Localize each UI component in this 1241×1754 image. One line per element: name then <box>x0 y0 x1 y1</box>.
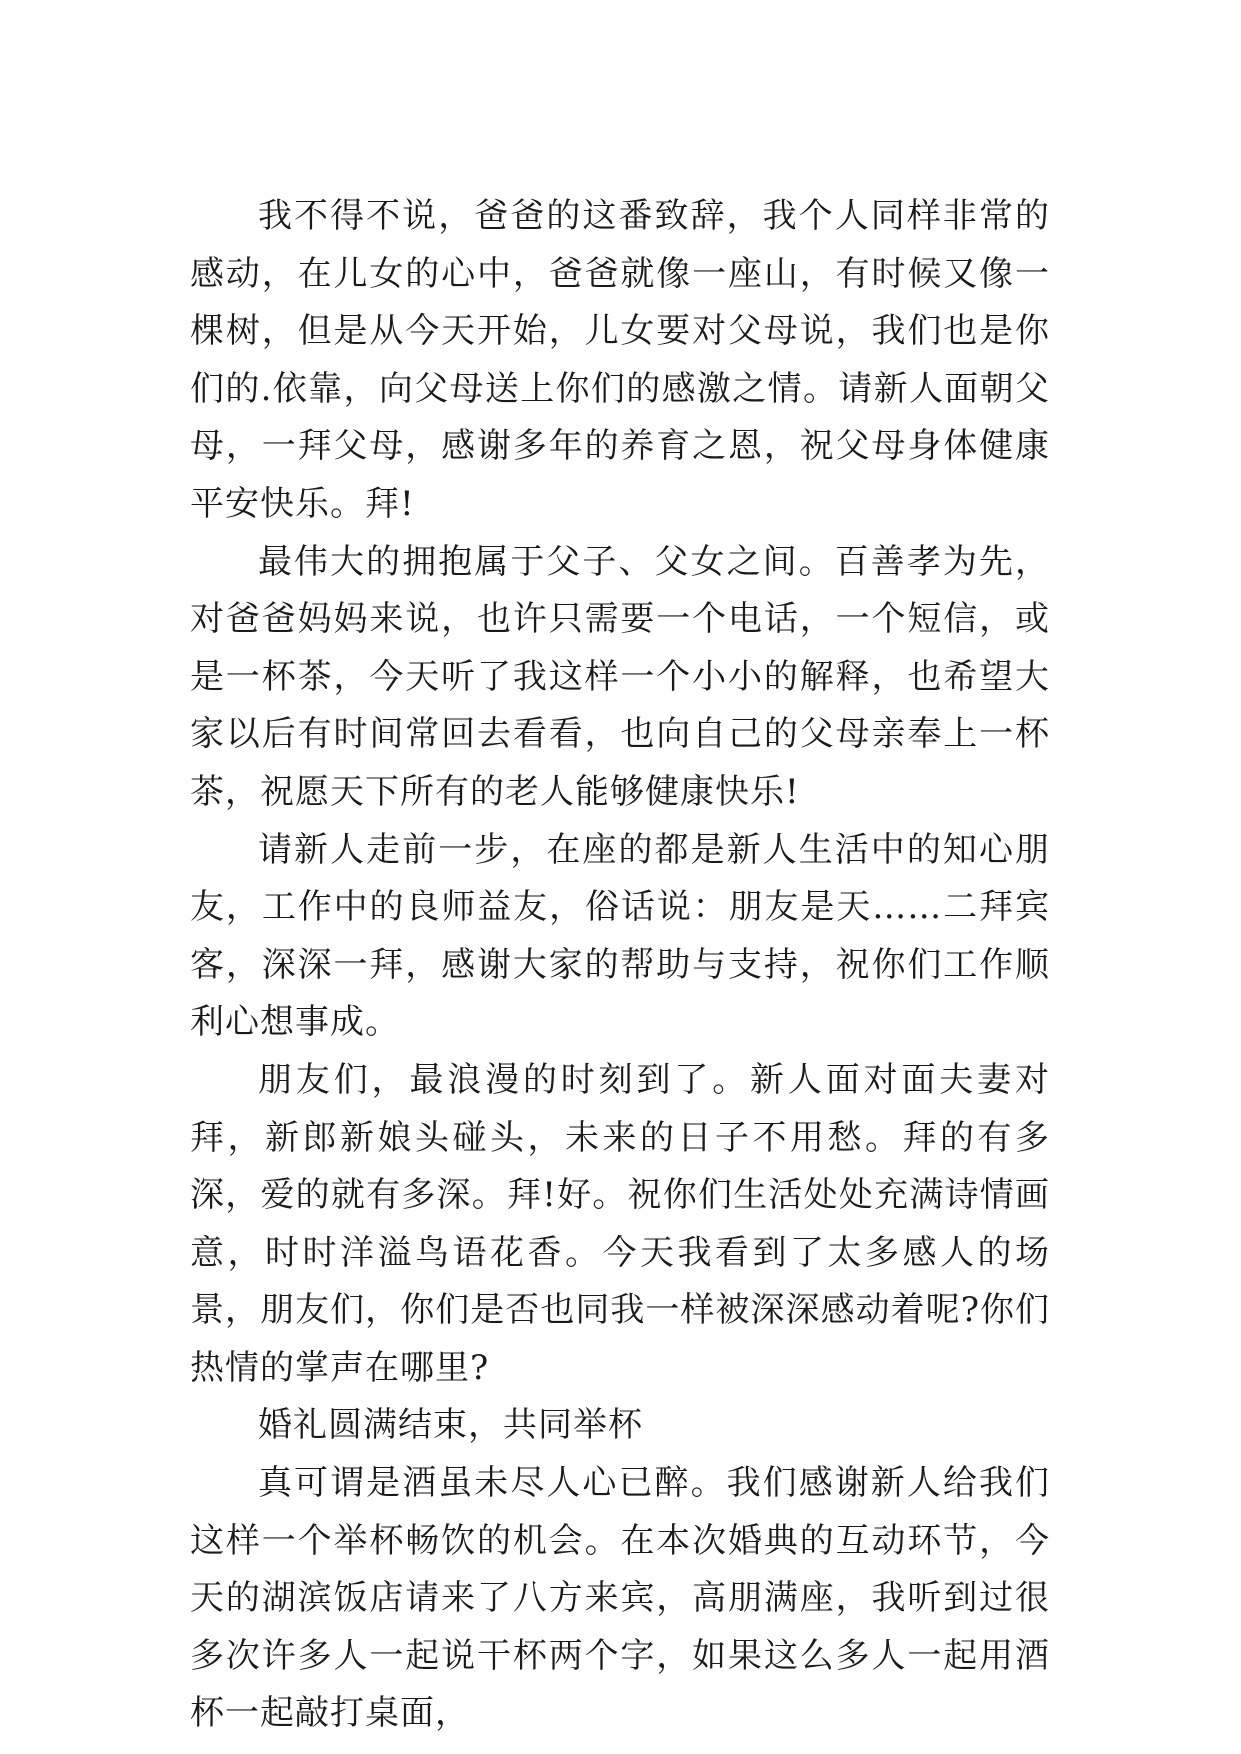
paragraph: 我不得不说，爸爸的这番致辞，我个人同样非常的感动，在儿女的心中，爸爸就像一座山，有时候又像一棵树，但是从今天开始，儿女要对父母说，我们也是你们的.依靠，向父母送上你们的感激之情。请新人面朝父母，一拜父母，感谢多年的养育之恩，祝父母身体健康平安快乐。拜! <box>190 196 1050 524</box>
paragraph: 真可谓是酒虽未尽人心已醉。我们感谢新人给我们这样一个举杯畅饮的机会。在本次婚典的互动环节，今天的湖滨饭店请来了八方来宾，高朋满座，我听到过很多次许多人一起说干杯两个字，如果这么多人一起用酒杯一起敲打桌面， <box>190 1463 1050 1734</box>
paragraph: 最伟大的拥抱属于父子、父女之间。百善孝为先，对爸爸妈妈来说，也许只需要一个电话，一个短信，或是一杯茶，今天听了我这样一个小小的解释，也希望大家以后有时间常回去看看，也向自己的父母亲奉上一杯茶，祝愿天下所有的老人能够健康快乐! <box>190 541 1050 812</box>
body-text <box>190 188 1050 1743</box>
paragraph: 朋友们，最浪漫的时刻到了。新人面对面夫妻对拜，新郎新娘头碰头，未来的日子不用愁。拜的有多深，爱的就有多深。拜!好。祝你们生活处处充满诗情画意，时时洋溢鸟语花香。今天我看到了太多感人的场景，朋友们，你们是否也同我一样被深深感动着呢?你们热情的掌声在哪里? <box>190 1059 1050 1388</box>
paragraph: 请新人走前一步，在座的都是新人生活中的知心朋友，工作中的良师益友，俗话说：朋友是天……二拜宾客，深深一拜，感谢大家的帮助与支持，祝你们工作顺利心想事成。 <box>190 829 1050 1043</box>
section-heading: 婚礼圆满结束，共同举杯 <box>258 1405 643 1446</box>
